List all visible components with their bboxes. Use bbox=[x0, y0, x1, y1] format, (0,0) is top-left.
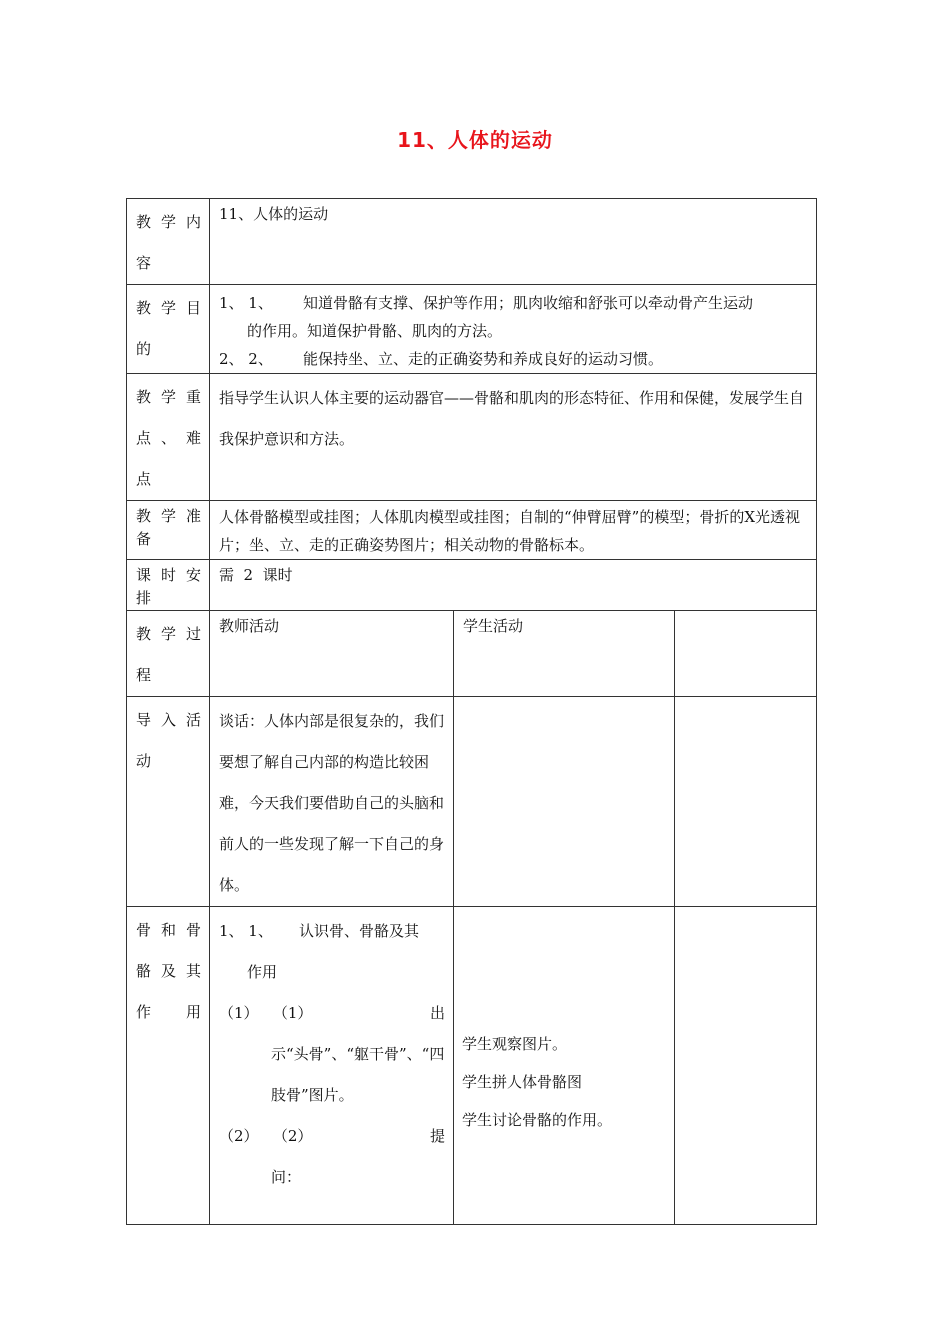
goal-2-number: 2、 2、 bbox=[219, 350, 273, 368]
row-prep bbox=[127, 501, 817, 560]
bones-step-1-continued: 作用 bbox=[247, 963, 278, 981]
goal-2-text: 能保持坐、立、走的正确姿势和养成良好的运动习惯。 bbox=[303, 350, 664, 368]
page-title: 11、人体的运动 bbox=[397, 128, 553, 152]
bones-sub-1-word: 出 bbox=[429, 1004, 445, 1022]
bones-sub-2-number: （2） （2） bbox=[219, 1127, 313, 1145]
row-bones bbox=[127, 907, 817, 1225]
intro-teacher-text: 谈话：人体内部是很复杂的，我们要想了解自己内部的构造比较困难，今天我们要借助自己的头脑和前人的一些发现了解一下自己的身体。 bbox=[219, 712, 445, 894]
bones-step-1-number: 1、 1、 bbox=[219, 922, 273, 940]
label-process: 教 学 过 程 bbox=[136, 625, 201, 684]
bones-teacher-block bbox=[210, 907, 453, 1198]
goal-2 bbox=[219, 345, 808, 373]
label-focus: 教 学 重 点 、 难 点 bbox=[136, 388, 201, 488]
label-prep: 教 学 准 备 bbox=[136, 507, 201, 548]
bones-sub-1-number: （1） （1） bbox=[219, 1004, 313, 1022]
goal-1-continued: 的作用。知道保护骨骼、肌肉的方法。 bbox=[247, 322, 503, 340]
prep-text: 人体骨骼模型或挂图；人体肌肉模型或挂图；自制的“伸臂屈臂”的模型；骨折的X光透视片；坐、立、走的正确姿势图片；相关动物的骨骼标本。 bbox=[219, 508, 801, 554]
student-activity-header: 学生活动 bbox=[463, 617, 524, 635]
content-text: 11、人体的运动 bbox=[219, 205, 329, 223]
goal-1 bbox=[219, 289, 808, 317]
bones-student-1: 学生观察图片。 bbox=[462, 1035, 568, 1053]
bones-sub-1 bbox=[219, 993, 445, 1034]
row-content bbox=[127, 199, 817, 285]
bones-sub-2 bbox=[219, 1116, 445, 1157]
goal-1-text: 知道骨骼有支撑、保护等作用；肌肉收缩和舒张可以牵动骨产生运动 bbox=[303, 294, 754, 312]
label-intro: 导 入 活 动 bbox=[136, 711, 201, 770]
row-process bbox=[127, 611, 817, 697]
label-bones: 骨 和 骨 骼 及 其 作用 bbox=[136, 921, 201, 1021]
label-goals: 教 学 目 的 bbox=[136, 299, 201, 358]
bones-student-block bbox=[454, 907, 674, 1139]
label-schedule: 课 时 安 排 bbox=[136, 566, 201, 607]
row-goals bbox=[127, 285, 817, 374]
bones-student-3: 学生讨论骨骼的作用。 bbox=[462, 1111, 613, 1129]
row-schedule bbox=[127, 560, 817, 611]
bones-sub-1-continued: 示“头骨”、“躯干骨”、“四肢骨”图片。 bbox=[271, 1045, 445, 1104]
row-focus bbox=[127, 374, 817, 501]
bones-sub-2-word: 提 bbox=[429, 1127, 445, 1145]
label-content: 教 学 内 容 bbox=[136, 213, 201, 272]
bones-step-1 bbox=[219, 911, 445, 952]
teacher-activity-header: 教师活动 bbox=[219, 617, 280, 635]
focus-text: 指导学生认识人体主要的运动器官——骨骼和肌肉的形态特征、作用和保健，发展学生自我保护意识和方法。 bbox=[219, 389, 805, 448]
lesson-plan-table bbox=[126, 198, 817, 1225]
bones-sub-2-continued: 问： bbox=[271, 1168, 302, 1186]
goal-1-number: 1、 1、 bbox=[219, 294, 273, 312]
goals-block bbox=[210, 285, 816, 373]
schedule-text: 需 2 课时 bbox=[219, 566, 293, 584]
row-intro bbox=[127, 697, 817, 907]
bones-student-2: 学生拼人体骨骼图 bbox=[462, 1073, 583, 1091]
bones-step-1-text: 认识骨、骨骼及其 bbox=[299, 922, 420, 940]
